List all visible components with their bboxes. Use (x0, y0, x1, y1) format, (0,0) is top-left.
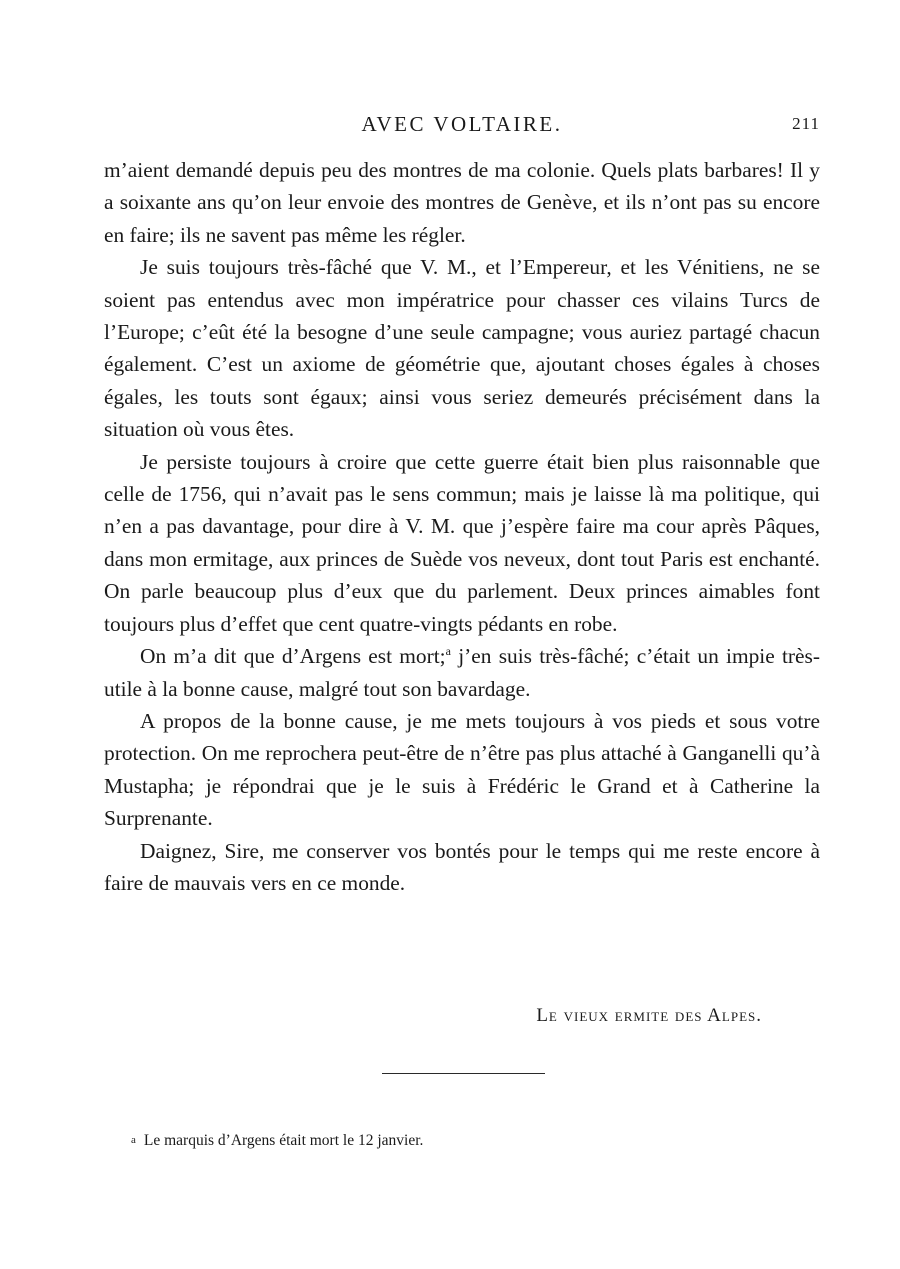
footnote-divider (382, 1073, 545, 1074)
signature: Le vieux ermite des Alpes. (536, 1005, 762, 1026)
paragraph-1: m’aient demandé depuis peu des montres de ma colonie. Quels plats barbares! Il y a soixante ans qu’on leur envoie des montres de Genève, et ils n’ont pas su encore en faire; ils ne savent pas même les régler. (104, 158, 820, 247)
footnote-marker: a (131, 1134, 136, 1146)
paragraph-4-start: On m’a dit que d’Argens est mort; (140, 644, 446, 669)
running-head (104, 112, 820, 142)
paragraph-5: A propos de la bonne cause, je me mets toujours à vos pieds et sous votre protection. On me reprochera peut-être de n’être pas plus attaché à Ganganelli qu’à Mustapha; je répondrai que je le suis à Frédéric le Grand et à Catherine la Surprenante. (104, 708, 820, 831)
footnote-text: Le marquis d’Argens était mort le 12 janvier. (143, 1132, 424, 1149)
letter-body (104, 154, 820, 899)
paragraph-4 (104, 640, 820, 705)
footnote (131, 1132, 423, 1150)
running-title: AVEC VOLTAIRE. (361, 112, 563, 136)
paragraph-4-end: j’en suis très-fâché; c’était un impie très-utile à la bonne cause, malgré tout son bavardage. (104, 644, 820, 701)
footnote-reference: a (445, 644, 451, 659)
page-number: 211 (792, 114, 820, 133)
paragraph-2: Je suis toujours très-fâché que V. M., et l’Empereur, et les Vénitiens, ne se soient pas entendus avec mon impératrice pour chasser ces vilains Turcs de l’Europe; c’eût été la besogne d’une seule campagne; vous auriez partagé chacun également. C’est un axiome de géométrie que, ajoutant choses égales à choses égales, les touts sont égaux; ainsi vous seriez demeurés précisément dans la situation où vous êtes. (104, 255, 820, 442)
paragraph-3: Je persiste toujours à croire que cette guerre était bien plus raisonnable que celle de 1756, qui n’avait pas le sens commun; mais je laisse là ma politique, qui n’en a pas davantage, pour dire à V. M. que j’espère faire ma cour après Pâques, dans mon ermitage, aux princes de Suède vos neveux, dont tout Paris est enchanté. On parle beaucoup plus d’eux que du parlement. Deux princes aimables font toujours plus d’effet que cent quatre-vingts pédants en robe. (104, 449, 820, 636)
paragraph-6: Daignez, Sire, me conserver vos bontés pour le temps qui me reste encore à faire de mauvais vers en ce monde. (104, 838, 820, 895)
